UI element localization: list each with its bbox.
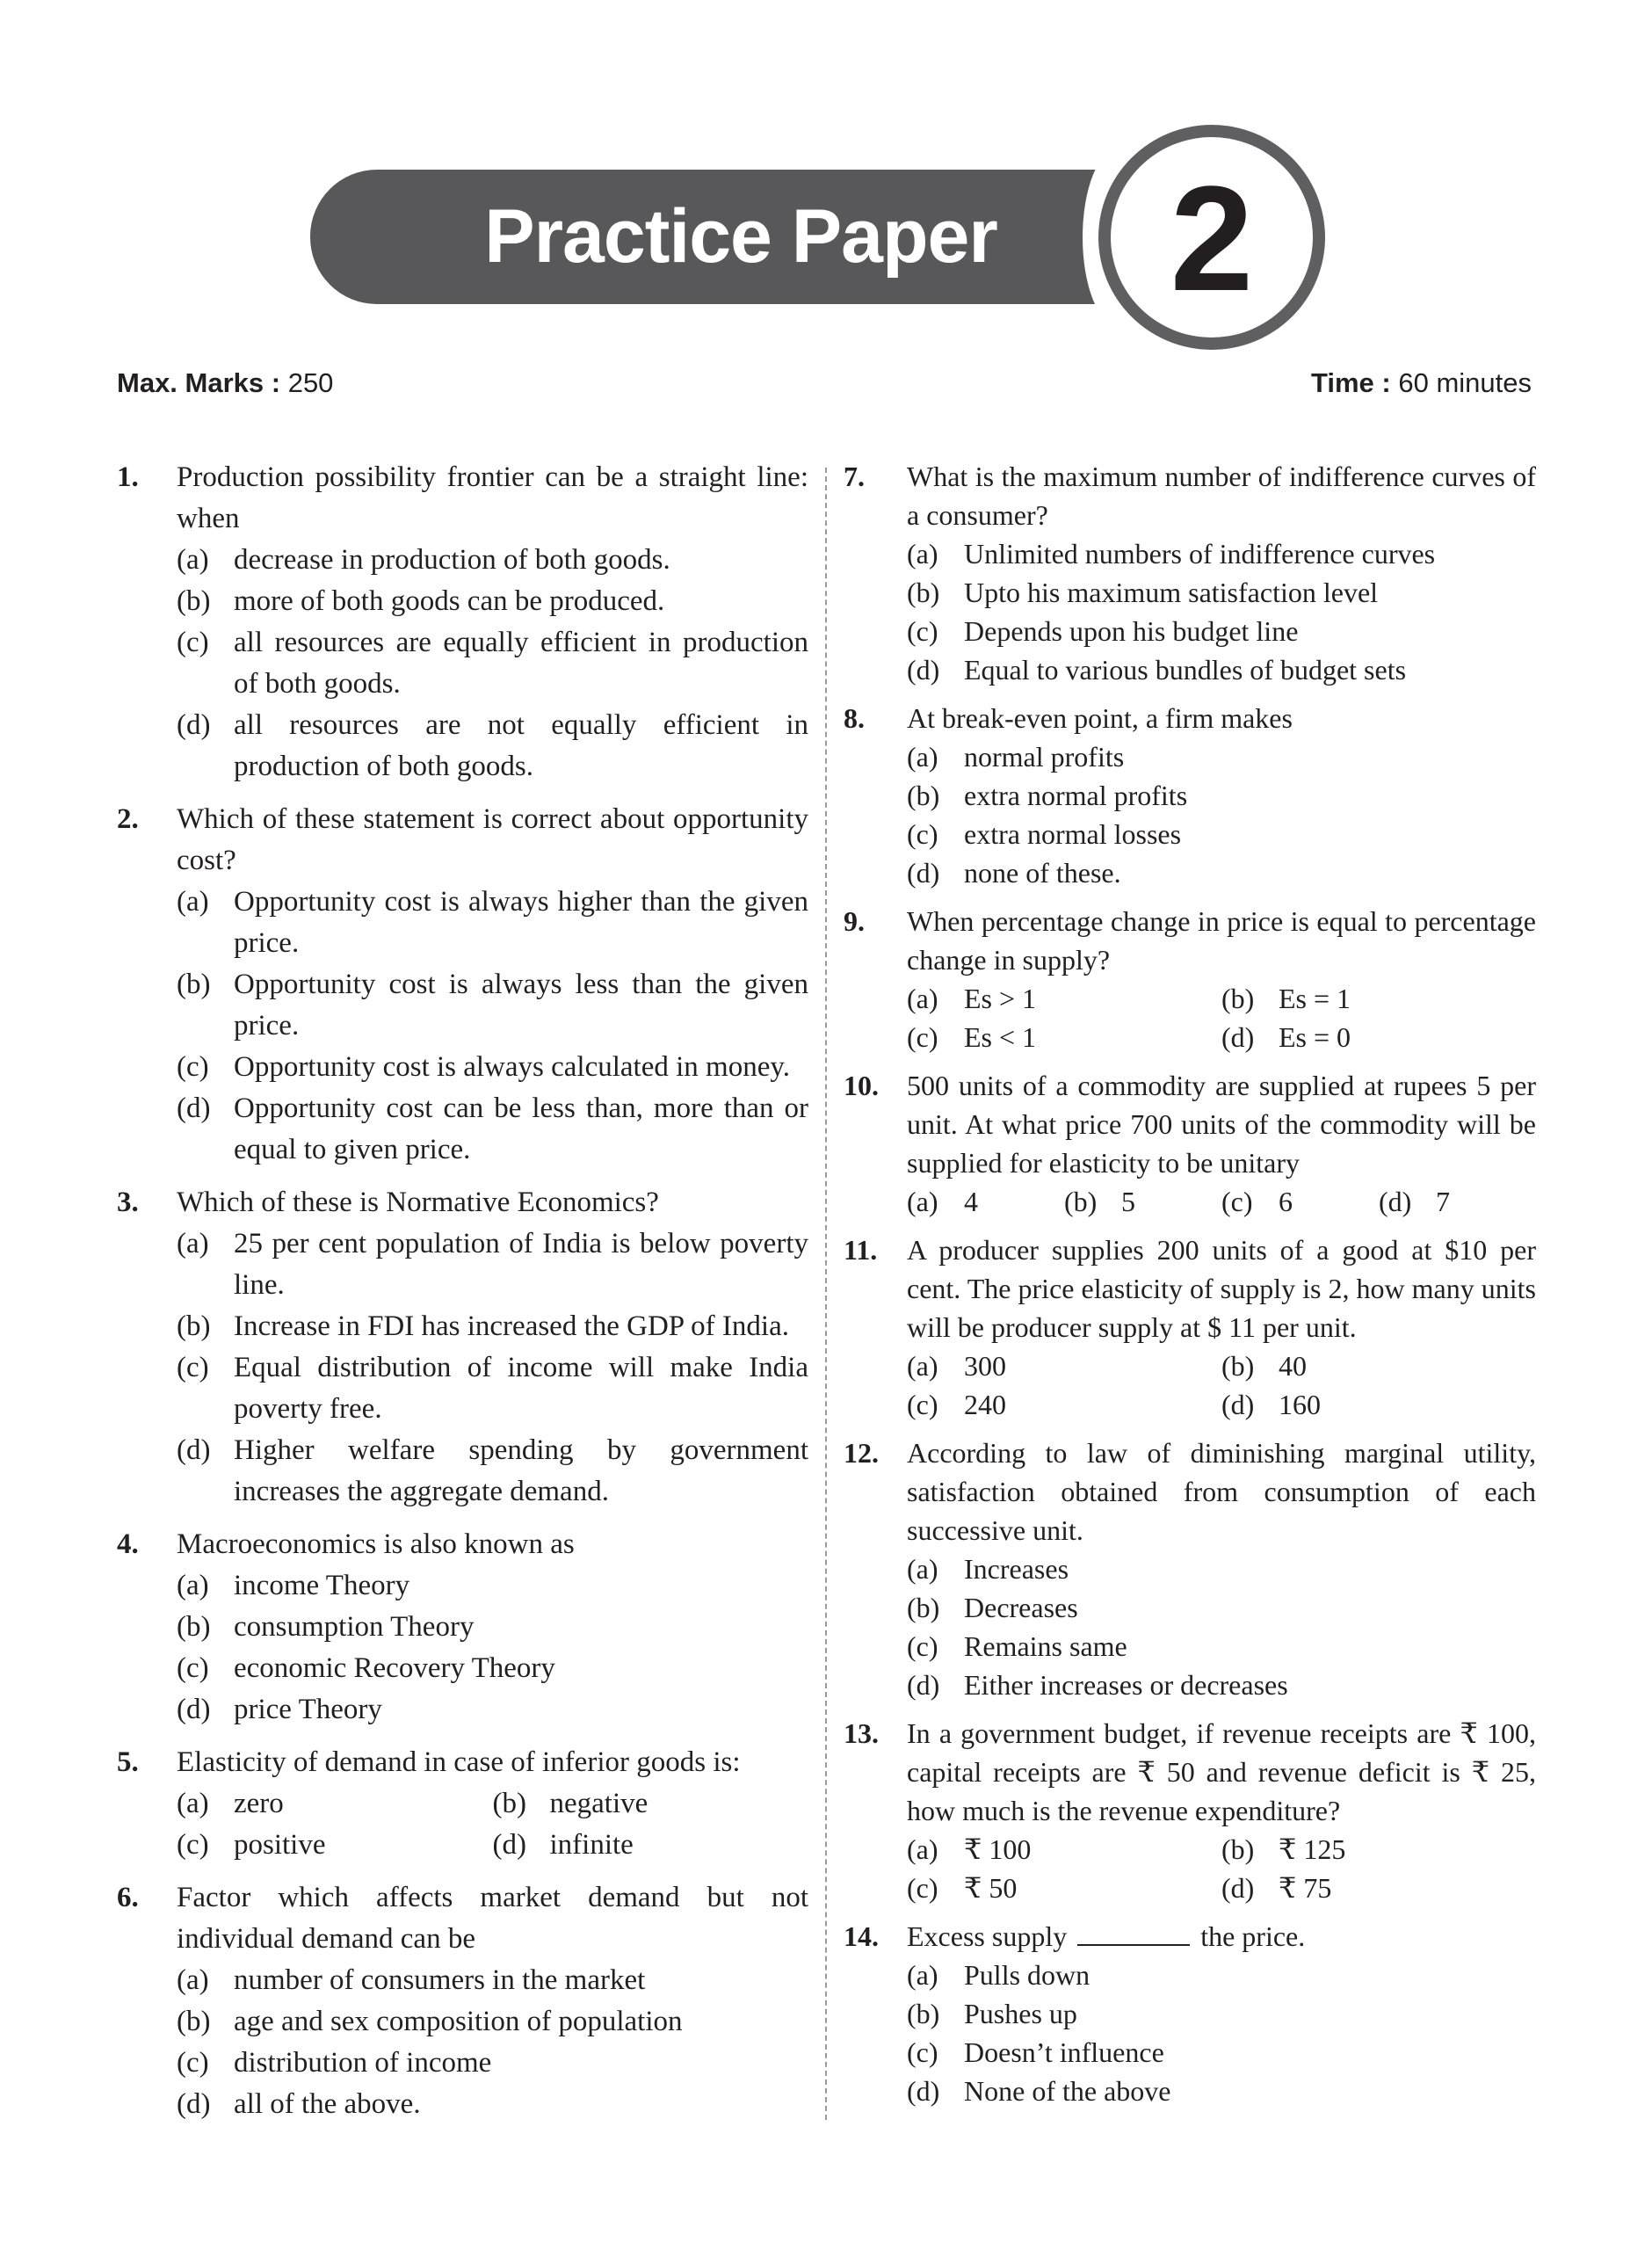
option-c[interactable]	[907, 1627, 1536, 1666]
option-label: (d)	[177, 1434, 211, 1466]
option-text: extra normal losses	[964, 818, 1182, 850]
options-grid	[907, 1346, 1536, 1424]
question-8	[844, 699, 1536, 892]
question-1	[117, 457, 808, 788]
option-text: Increase in FDI has increased the GDP of India.	[234, 1310, 789, 1342]
option-text: None of the above	[964, 2075, 1171, 2107]
option-a[interactable]	[177, 882, 808, 964]
option-a[interactable]	[907, 1346, 1221, 1385]
option-a[interactable]	[907, 1550, 1536, 1588]
option-text: 7	[1436, 1186, 1450, 1217]
option-d[interactable]	[907, 2072, 1536, 2110]
option-label: (d)	[907, 857, 940, 889]
option-text: Es = 0	[1279, 1021, 1351, 1053]
option-text: ₹ 100	[964, 1833, 1032, 1865]
question-text: In a government budget, if revenue receipts are ₹ 100, capital receipts are ₹ 50 and revenue deficit is ₹ 25, how much is the revenue expenditure?	[907, 1717, 1536, 1826]
option-d[interactable]	[907, 853, 1536, 892]
question-number: 1.	[117, 461, 139, 493]
option-d[interactable]	[907, 1666, 1536, 1704]
option-d[interactable]	[177, 1689, 808, 1731]
option-d[interactable]	[907, 650, 1536, 689]
option-a[interactable]	[907, 1830, 1221, 1869]
option-label: (c)	[907, 615, 938, 647]
option-b[interactable]	[1221, 1830, 1536, 1869]
option-d[interactable]	[177, 2084, 808, 2125]
question-number: 11.	[844, 1234, 878, 1266]
option-b[interactable]	[1221, 979, 1536, 1018]
option-label: (a)	[177, 544, 209, 576]
option-label: (b)	[1221, 983, 1255, 1014]
option-text: 300	[964, 1350, 1006, 1382]
option-text: decrease in production of both goods.	[234, 544, 670, 576]
option-d[interactable]	[1221, 1869, 1536, 1907]
question-number: 14.	[844, 1920, 879, 1952]
option-text: income Theory	[234, 1570, 410, 1601]
question-6	[117, 1877, 808, 2125]
option-text: all of the above.	[234, 2088, 421, 2120]
column-divider	[825, 468, 827, 2120]
question-text: At break-even point, a firm makes	[907, 702, 1293, 734]
question-text: 500 units of a commodity are supplied at rupees 5 per unit. At what price 700 units of the commodity will be supplied for elasticity to be unitary	[907, 1070, 1536, 1179]
option-a[interactable]	[907, 534, 1536, 573]
option-text: Higher welfare spending by government increases the aggregate demand.	[234, 1434, 808, 1507]
question-4	[117, 1524, 808, 1731]
option-a[interactable]	[907, 737, 1536, 776]
option-c[interactable]	[1221, 1182, 1379, 1221]
max-marks-label: Max. Marks	[117, 367, 264, 398]
option-text: all resources are equally efficient in production of both goods.	[234, 627, 808, 700]
option-a[interactable]	[907, 979, 1221, 1018]
option-text: extra normal profits	[964, 780, 1188, 811]
option-text: 240	[964, 1389, 1006, 1420]
option-text: more of both goods can be produced.	[234, 585, 665, 617]
option-label: (d)	[1221, 1389, 1255, 1420]
time-value: 60 minutes	[1398, 367, 1532, 398]
option-c[interactable]	[907, 1869, 1221, 1907]
option-b[interactable]	[907, 573, 1536, 612]
question-text	[907, 1917, 1536, 1956]
option-label: (c)	[177, 1051, 209, 1083]
time-limit: Time : 60 minutes	[1311, 367, 1532, 398]
option-text: 25 per cent population of India is below poverty line.	[234, 1228, 808, 1301]
question-number: 6.	[117, 1882, 139, 1913]
option-c[interactable]	[177, 1825, 493, 1866]
option-d[interactable]	[177, 1088, 808, 1171]
question-text: Macroeconomics is also known as	[177, 1528, 575, 1560]
option-label: (c)	[907, 1630, 938, 1662]
option-c[interactable]	[177, 1347, 808, 1430]
option-label: (b)	[177, 585, 211, 617]
question-number: 7.	[844, 461, 865, 492]
question-number: 3.	[117, 1187, 139, 1218]
option-b[interactable]	[1064, 1182, 1221, 1221]
option-label: (b)	[177, 2006, 211, 2037]
option-label: (b)	[1064, 1186, 1098, 1217]
option-text: normal profits	[964, 741, 1125, 773]
option-text: Increases	[964, 1553, 1069, 1585]
option-label: (b)	[1221, 1833, 1255, 1865]
option-text: 4	[964, 1186, 978, 1217]
paper-number-badge	[1098, 125, 1325, 350]
question-text: Which of these is Normative Economics?	[177, 1187, 659, 1218]
option-label: (a)	[907, 1833, 938, 1865]
option-label: (a)	[907, 538, 938, 570]
option-label: (b)	[177, 1310, 211, 1342]
question-number: 2.	[117, 803, 139, 835]
option-b[interactable]	[907, 1588, 1536, 1627]
option-text: Pushes up	[964, 1998, 1077, 2029]
option-label: (c)	[1221, 1186, 1253, 1217]
option-label: (a)	[907, 1959, 938, 1991]
option-text: Equal distribution of income will make India poverty free.	[234, 1352, 808, 1425]
max-marks-value: 250	[287, 367, 334, 398]
option-text: zero	[234, 1788, 284, 1819]
option-label: (b)	[177, 1611, 211, 1643]
option-label: (a)	[177, 1788, 209, 1819]
question-text-after-blank: the price.	[1200, 1920, 1306, 1952]
option-text: economic Recovery Theory	[234, 1652, 555, 1684]
option-text: Opportunity cost is always calculated in money.	[234, 1051, 790, 1083]
option-text: Opportunity cost can be less than, more than or equal to given price.	[234, 1092, 808, 1165]
option-label: (a)	[177, 1570, 209, 1601]
question-text: Which of these statement is correct about opportunity cost?	[177, 803, 808, 876]
option-text: ₹ 125	[1279, 1833, 1346, 1865]
option-text: 160	[1279, 1389, 1321, 1420]
option-label: (a)	[907, 1553, 938, 1585]
question-13	[844, 1714, 1536, 1907]
option-d[interactable]	[1221, 1018, 1536, 1056]
option-text: none of these.	[964, 857, 1121, 889]
option-text: Opportunity cost is always less than the given price.	[234, 969, 808, 1042]
option-label: (b)	[177, 969, 211, 1000]
option-b[interactable]	[177, 581, 808, 622]
option-b[interactable]	[177, 964, 808, 1047]
option-text: consumption Theory	[234, 1611, 475, 1643]
option-label: (c)	[177, 1829, 209, 1861]
question-number: 5.	[117, 1746, 139, 1778]
option-d[interactable]	[177, 1430, 808, 1513]
option-b[interactable]	[907, 1994, 1536, 2033]
option-text: Either increases or decreases	[964, 1669, 1288, 1701]
option-text: distribution of income	[234, 2047, 492, 2079]
option-label: (c)	[177, 2047, 209, 2079]
option-a[interactable]	[907, 1182, 1064, 1221]
option-label: (d)	[907, 1669, 940, 1701]
options-grid	[907, 1182, 1536, 1221]
question-9	[844, 902, 1536, 1056]
option-label: (c)	[177, 627, 209, 658]
option-label: (d)	[177, 1694, 211, 1725]
question-text: A producer supplies 200 units of a good at $10 per cent. The price elasticity of supply is 2, how many units will be producer supply at $ 11 per unit.	[907, 1234, 1536, 1343]
option-c[interactable]	[907, 1018, 1221, 1056]
option-label: (a)	[177, 1964, 209, 1996]
option-b[interactable]	[907, 776, 1536, 815]
option-label: (c)	[177, 1652, 209, 1684]
question-text: According to law of diminishing marginal utility, satisfaction obtained from consumption of each successive unit.	[907, 1437, 1536, 1546]
question-number: 12.	[844, 1437, 879, 1469]
option-b[interactable]	[177, 1607, 808, 1648]
options-grid	[907, 1830, 1536, 1907]
option-text: Es = 1	[1279, 983, 1351, 1014]
option-text: price Theory	[234, 1694, 382, 1725]
option-label: (c)	[177, 1352, 209, 1383]
option-text: 6	[1279, 1186, 1293, 1217]
option-text: 5	[1121, 1186, 1135, 1217]
question-number: 4.	[117, 1528, 139, 1560]
option-label: (d)	[907, 2075, 940, 2107]
option-d[interactable]	[177, 705, 808, 788]
max-marks: Max. Marks : 250	[117, 367, 334, 398]
option-label: (d)	[907, 654, 940, 686]
question-text: What is the maximum number of indifference curves of a consumer?	[907, 461, 1536, 531]
option-a[interactable]	[907, 1956, 1536, 1994]
option-a[interactable]	[177, 1783, 493, 1825]
option-text: negative	[549, 1788, 648, 1819]
option-c[interactable]	[907, 1385, 1221, 1424]
question-number: 9.	[844, 905, 865, 937]
option-d[interactable]	[493, 1825, 809, 1866]
option-b[interactable]	[177, 2001, 808, 2043]
option-label: (c)	[907, 1872, 938, 1904]
option-d[interactable]	[1379, 1182, 1536, 1221]
question-text-before-blank: Excess supply	[907, 1920, 1068, 1952]
option-text: Opportunity cost is always higher than the given price.	[234, 886, 808, 959]
question-number: 8.	[844, 702, 865, 734]
option-c[interactable]	[177, 1648, 808, 1689]
question-3	[117, 1182, 808, 1513]
option-label: (a)	[177, 1228, 209, 1259]
option-c[interactable]	[907, 2033, 1536, 2072]
option-b[interactable]	[493, 1783, 809, 1825]
question-text: Factor which affects market demand but not individual demand can be	[177, 1882, 808, 1955]
question-text: When percentage change in price is equal to percentage change in supply?	[907, 905, 1536, 976]
left-column	[117, 457, 808, 2137]
option-label: (b)	[907, 1592, 940, 1623]
question-number: 10.	[844, 1070, 879, 1101]
question-10	[844, 1066, 1536, 1221]
option-label: (d)	[1221, 1872, 1255, 1904]
option-text: Decreases	[964, 1592, 1078, 1623]
paper-number: 2	[1170, 156, 1254, 323]
question-14	[844, 1917, 1536, 2110]
option-text: positive	[234, 1829, 326, 1861]
option-b[interactable]	[177, 1306, 808, 1347]
option-text: Equal to various bundles of budget sets	[964, 654, 1407, 686]
option-label: (d)	[492, 1829, 526, 1861]
question-2	[117, 799, 808, 1171]
option-label: (c)	[907, 1021, 938, 1053]
right-column	[844, 457, 1536, 2120]
option-text: Upto his maximum satisfaction level	[964, 577, 1379, 608]
question-text: Production possibility frontier can be a straight line: when	[177, 461, 808, 534]
option-a[interactable]	[177, 1960, 808, 2001]
option-label: (d)	[1221, 1021, 1255, 1053]
question-12	[844, 1433, 1536, 1704]
option-c[interactable]	[177, 2043, 808, 2084]
option-text: ₹ 75	[1279, 1872, 1332, 1904]
option-label: (a)	[177, 886, 209, 918]
option-label: (d)	[177, 709, 211, 741]
option-label: (b)	[907, 577, 940, 608]
option-text: number of consumers in the market	[234, 1964, 646, 1996]
option-label: (b)	[907, 780, 940, 811]
options-grid	[907, 979, 1536, 1056]
option-label: (a)	[907, 1186, 938, 1217]
option-label: (b)	[907, 1998, 940, 2029]
option-text: Depends upon his budget line	[964, 615, 1299, 647]
option-text: all resources are not equally efficient in production of both goods.	[234, 709, 808, 782]
question-11	[844, 1230, 1536, 1424]
question-number: 13.	[844, 1717, 879, 1749]
option-text: Unlimited numbers of indifference curves	[964, 538, 1436, 570]
option-a[interactable]	[177, 1223, 808, 1306]
option-b[interactable]	[1221, 1346, 1536, 1385]
option-label: (d)	[177, 2088, 211, 2120]
option-label: (a)	[907, 983, 938, 1014]
page-header-banner	[0, 0, 1652, 369]
option-label: (b)	[1221, 1350, 1255, 1382]
question-5	[117, 1742, 808, 1866]
option-a[interactable]	[177, 540, 808, 581]
option-label: (c)	[907, 1389, 938, 1420]
option-label: (c)	[907, 2036, 938, 2068]
options-grid	[177, 1783, 808, 1866]
option-a[interactable]	[177, 1565, 808, 1607]
option-c[interactable]	[177, 1047, 808, 1088]
option-label: (d)	[1379, 1186, 1412, 1217]
option-text: Remains same	[964, 1630, 1127, 1662]
option-label: (a)	[907, 1350, 938, 1382]
time-label: Time	[1311, 367, 1374, 398]
option-label: (b)	[492, 1788, 526, 1819]
question-text: Elasticity of demand in case of inferior goods is:	[177, 1746, 741, 1778]
option-text: age and sex composition of population	[234, 2006, 683, 2037]
option-d[interactable]	[1221, 1385, 1536, 1424]
option-label: (a)	[907, 741, 938, 773]
option-text: 40	[1279, 1350, 1307, 1382]
option-text: Doesn’t influence	[964, 2036, 1164, 2068]
option-text: ₹ 50	[964, 1872, 1018, 1904]
option-label: (d)	[177, 1092, 211, 1124]
option-label: (c)	[907, 818, 938, 850]
option-text: Pulls down	[964, 1959, 1090, 1991]
page-title: Practice Paper	[484, 194, 997, 279]
question-7	[844, 457, 1536, 689]
option-text: Es < 1	[964, 1021, 1037, 1053]
option-c[interactable]	[177, 622, 808, 705]
option-text: infinite	[549, 1829, 634, 1861]
option-c[interactable]	[907, 815, 1536, 853]
option-c[interactable]	[907, 612, 1536, 650]
fill-in-blank	[1077, 1943, 1190, 1946]
option-text: Es > 1	[964, 983, 1037, 1014]
